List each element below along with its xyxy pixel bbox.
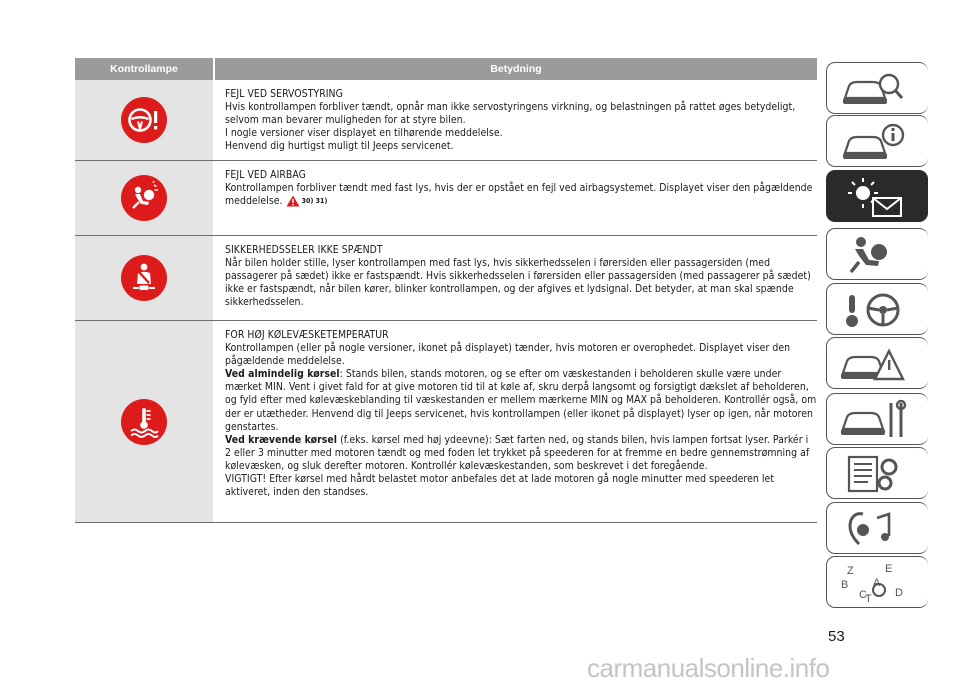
svg-text:Z: Z xyxy=(847,565,854,577)
chapter-tab-safety[interactable] xyxy=(826,228,928,280)
table-row xyxy=(75,80,817,161)
warning-lights-table xyxy=(75,58,817,523)
warning-triangle-icon xyxy=(286,195,300,207)
meaning-cell xyxy=(213,161,817,235)
chapter-tab-index[interactable] xyxy=(826,556,928,608)
chapter-tab-car-info[interactable] xyxy=(826,115,928,167)
icon-cell xyxy=(75,236,213,320)
car-info-icon xyxy=(839,121,909,163)
svg-text:C: C xyxy=(859,589,867,601)
row-text: Når bilen holder stille, lyser kontrollampen med fast lys, hvis sikkerhedsselen i førersiden eller passagersiden (med passagerer på sædet) ikke er fastspændt. Hvis sikkerhedsselen i førersiden eller passagersiden (med passagerer på sædet) ikke er fastspændt, når bilen kører, blinker kontrollampen, og der afgives et lydsignal. Det betyder, at man skal spænde sikkerhedsselen. xyxy=(225,257,811,309)
demanding-driving-label: Ved krævende kørsel xyxy=(225,433,338,446)
coolant-temperature-icon xyxy=(121,399,167,445)
row-title: SIKKERHEDSSELER IKKE SPÆNDT xyxy=(225,244,383,256)
icon-cell xyxy=(75,80,213,160)
airbag-person-icon xyxy=(839,234,909,276)
car-service-tools-icon xyxy=(839,399,909,441)
row-text xyxy=(225,434,817,473)
row-text-body: Kontrollampen forbliver tændt med fast lys, hvis der er opstået en fejl ved airbagsystemet. Displayet viser den pågældende meddelelse. xyxy=(225,182,813,208)
row-text: VIGTIGT! Efter kørsel med hårdt belastet motor anbefales det at lade motoren gå nogle minutter med speederen let aktiveret, inden den standses. xyxy=(225,473,775,499)
icon-cell xyxy=(75,161,213,235)
chapter-tab-dashboard[interactable] xyxy=(826,62,928,114)
table-header xyxy=(75,58,817,80)
row-text: I nogle versioner viser displayet en tilhørende meddelelse. xyxy=(225,127,503,140)
svg-text:B: B xyxy=(841,579,849,591)
chapter-tab-multimedia[interactable] xyxy=(826,502,928,554)
svg-text:E: E xyxy=(885,563,893,575)
technical-data-gears-icon xyxy=(839,453,909,495)
row-text xyxy=(225,368,817,433)
index-letters-icon xyxy=(839,562,909,604)
demanding-driving-text: (f.eks. kørsel med høj ydeevne): Sæt farten ned, og stands bilen, hvis lampen fortsat lyser. Parkér i 2 eller 3 minutter med motoren tændt og med foden let trykket på speederen for at fremme en bedre gennemstrømning af kølevæsken, og sluk derefter motoren. Kontrollér kølevæskestanden, som beskrevet i det foregående. xyxy=(225,433,810,472)
power-steering-failure-icon xyxy=(121,97,167,143)
row-text: Henvend dig hurtigst muligt til Jeeps servicenet. xyxy=(225,140,454,153)
meaning-cell xyxy=(213,236,817,320)
row-title: FEJL VED AIRBAG xyxy=(225,169,306,181)
warning-light-message-icon xyxy=(839,176,909,218)
chapter-tab-service[interactable] xyxy=(826,393,928,445)
steering-wheel-key-icon xyxy=(839,289,909,331)
chapter-tab-driving[interactable] xyxy=(826,283,928,335)
seat-belt-icon xyxy=(121,255,167,301)
watermark: carmanualsonline.info xyxy=(587,653,830,683)
row-title: FOR HØJ KØLEVÆSKETEMPERATUR xyxy=(225,329,389,341)
car-crash-warning-icon xyxy=(839,343,909,385)
svg-text:A: A xyxy=(873,577,881,589)
row-title: FEJL VED SERVOSTYRING xyxy=(225,88,343,100)
table-row xyxy=(75,161,817,236)
meaning-cell xyxy=(213,321,817,522)
chapter-tab-emergency[interactable] xyxy=(826,337,928,389)
table-row xyxy=(75,321,817,523)
normal-driving-label: Ved almindelig kørsel xyxy=(225,368,340,381)
row-text: Hvis kontrollampen forbliver tændt, opnår man ikke servostyringens virkning, og belastningen på rattet øges betydeligt, selvom man bevarer muligheden for at styre bilen. xyxy=(225,101,796,127)
page-number: 53 xyxy=(828,628,845,645)
header-betydning: Betydning xyxy=(490,63,542,75)
normal-driving-text: : Stands bilen, stands motoren, og se efter om væskestanden i beholderen skulle være under mærket MIN. Vent i givet fald for at give motoren tid til at køle af, skru derpå langsomt og forsigtigt dækslet af beholderen, og fyld efter med kølevæskeblanding til væskestanden er mellem mærkerne MIN og MAX på beholderen. Kontrollér også, om der er utætheder. Henvend dig til Jeeps servicenet, hvis kontrollampen (eller ikonet på displayet) lyser op igen, når motoren genstartes. xyxy=(225,368,817,433)
chapter-tab-warning-lights[interactable] xyxy=(826,170,928,222)
row-text: Kontrollampen (eller på nogle versioner, ikonet på displayet) tænder, hvis motoren er overophedet. Displayet viser den pågældende meddelelse. xyxy=(225,342,791,368)
header-kontrollampe: Kontrollampe xyxy=(110,63,178,75)
meaning-cell xyxy=(213,80,817,160)
reference-notes: 30) 31) xyxy=(301,197,328,206)
row-text xyxy=(225,182,817,208)
car-search-icon xyxy=(839,68,909,110)
icon-cell xyxy=(75,321,213,522)
airbag-failure-icon xyxy=(121,175,167,221)
table-row xyxy=(75,236,817,321)
multimedia-icon xyxy=(839,508,909,550)
svg-text:T: T xyxy=(865,593,872,604)
chapter-tab-technical-data[interactable] xyxy=(826,447,928,499)
svg-text:D: D xyxy=(895,587,903,599)
